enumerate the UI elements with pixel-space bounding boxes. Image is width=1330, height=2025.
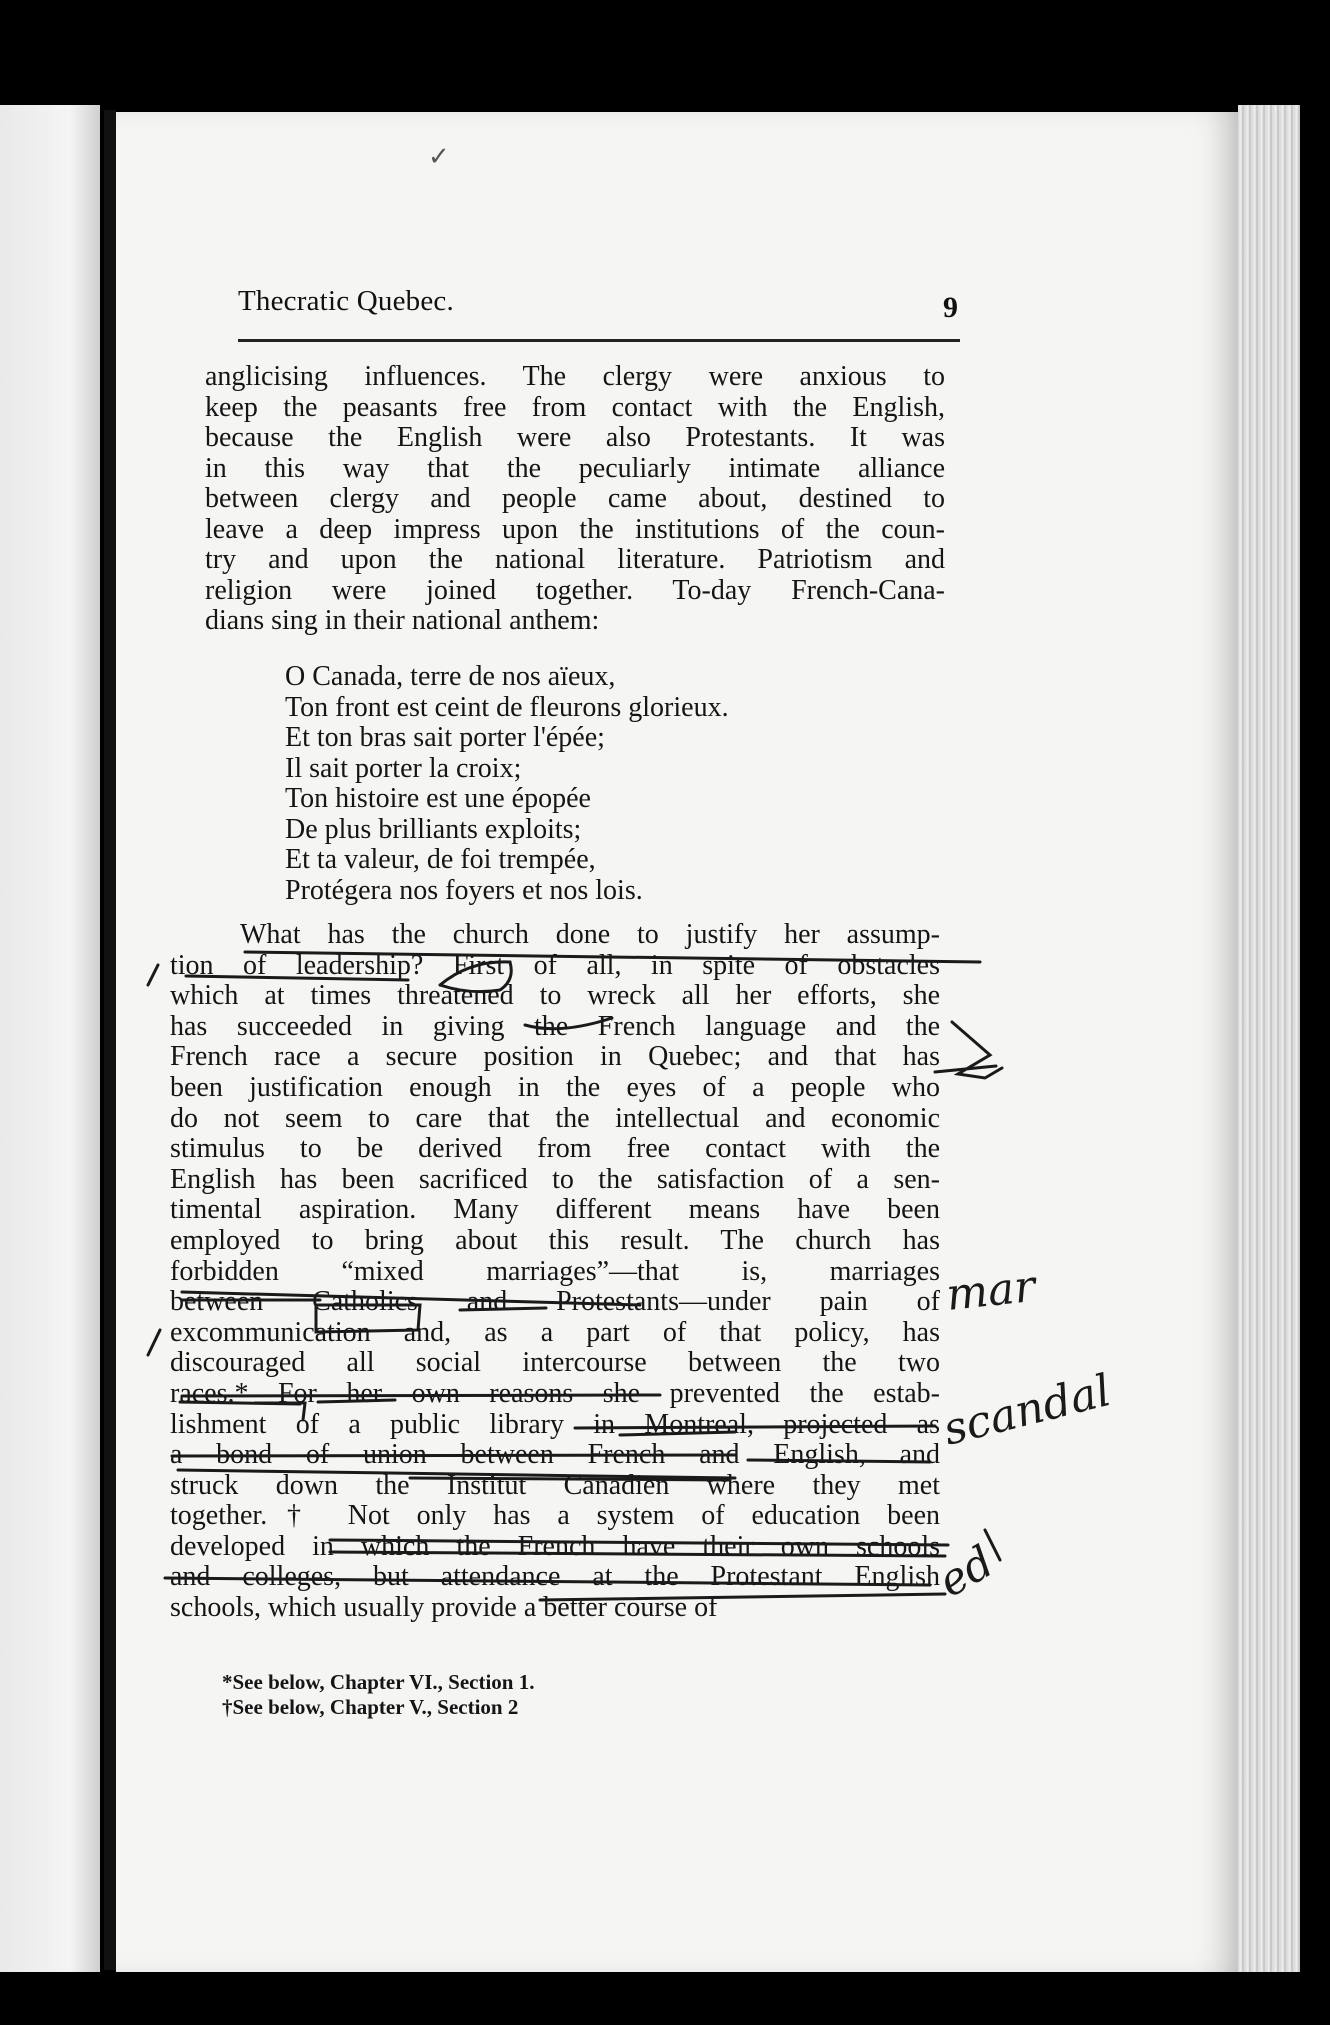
text-line: leave a deep impress upon the institutions of the coun- [205, 513, 945, 545]
text-line: employed to bring about this result. The church has [170, 1224, 940, 1256]
text-line: stimulus to be derived from free contact with the [170, 1133, 940, 1165]
paragraph-2 [170, 920, 940, 1624]
text-line: been justification enough in the eyes of a people who [170, 1071, 940, 1103]
verse-line: Ton front est ceint de fleurons glorieux. [285, 691, 729, 723]
text-line: try and upon the national literature. Patriotism and [205, 544, 945, 575]
paragraph-1 [205, 362, 945, 637]
text-line: in this way that the peculiarly intimate alliance [205, 452, 945, 484]
text-line: developed in which the French have their own schools [170, 1530, 940, 1562]
text-line: between Catholics and Protestants—under pain of [170, 1286, 940, 1318]
header-rule [238, 339, 960, 342]
verse-line: Et ta valeur, de foi trempée, [285, 844, 596, 875]
page-number: 9 [943, 291, 958, 324]
text-line: between clergy and people came about, destined to [205, 483, 945, 514]
text-line: a bond of union between French and English, and [170, 1439, 940, 1471]
verse-line: O Canada, terre de nos aïeux, [285, 661, 616, 692]
page-edges [1238, 105, 1300, 1975]
verse-line: Et ton bras sait porter l'épée; [285, 722, 605, 753]
adjacent-page-strip [0, 105, 100, 1975]
text-line: together.† Not only has a system of education been [170, 1500, 940, 1532]
text-line: struck down the Institut Canadien where they met [170, 1469, 940, 1501]
text-line: tion of leadership? First of all, in spite of obstacles [170, 949, 940, 981]
text-line: French race a secure position in Quebec; and that has [170, 1041, 940, 1073]
text-line: What has the church done to justify her assump- [240, 919, 940, 950]
verse-line: Protégera nos foyers et nos lois. [285, 874, 643, 906]
footnote: †See below, Chapter V., Section 2 [222, 1695, 519, 1719]
handwritten-note: ed [930, 1536, 1003, 1608]
text-line: religion were joined together. To-day French-Cana- [205, 574, 945, 606]
running-head: Thecratic Quebec. [238, 285, 454, 317]
text-line: timental aspiration. Many different means have been [170, 1194, 940, 1226]
footnote: *See below, Chapter VI., Section 1. [222, 1670, 535, 1694]
text-line: has succeeded in giving the French language and the [170, 1010, 940, 1042]
text-line: English has been sacrificed to the satisfaction of a sen- [170, 1163, 940, 1195]
text-line: forbidden “mixed marriages”—that is, marriages [170, 1255, 940, 1287]
text-line: excommunication and, as a part of that policy, has [170, 1316, 940, 1348]
text-line: schools, which usually provide a better course of [170, 1592, 718, 1624]
verse-line: Il sait porter la croix; [285, 752, 522, 784]
text-line: do not seem to care that the intellectual and economic [170, 1102, 940, 1134]
text-line: because the English were also Protestants. It was [205, 422, 945, 453]
text-line: races.* For her own reasons she prevented the estab- [170, 1377, 940, 1409]
scan-border-right [1300, 0, 1330, 2025]
text-line: which at times threatened to wreck all her efforts, she [170, 980, 940, 1012]
text-line: and colleges, but attendance at the Protestant English [170, 1561, 940, 1593]
text-line: keep the peasants free from contact with the English, [205, 391, 945, 423]
scan-border-top [0, 0, 1330, 105]
text-line: lishment of a public library in Montreal, projected as [170, 1408, 940, 1440]
verse-line: De plus brilliants exploits; [285, 813, 582, 845]
text-line: dians sing in their national anthem: [205, 605, 600, 636]
book-gutter [104, 110, 116, 1970]
verse-line: Ton histoire est une épopée [285, 783, 591, 814]
text-line: anglicising influences. The clergy were anxious to [205, 361, 945, 392]
scan-border-bottom [0, 1972, 1330, 2025]
handwritten-note: scandal [938, 1364, 1116, 1456]
registration-mark: ✓ [428, 142, 450, 171]
handwritten-note: mar [943, 1260, 1038, 1321]
text-line: discouraged all social intercourse between the two [170, 1347, 940, 1379]
footnotes [222, 1670, 534, 1720]
page-header [238, 285, 958, 325]
anthem-verse [285, 662, 885, 906]
